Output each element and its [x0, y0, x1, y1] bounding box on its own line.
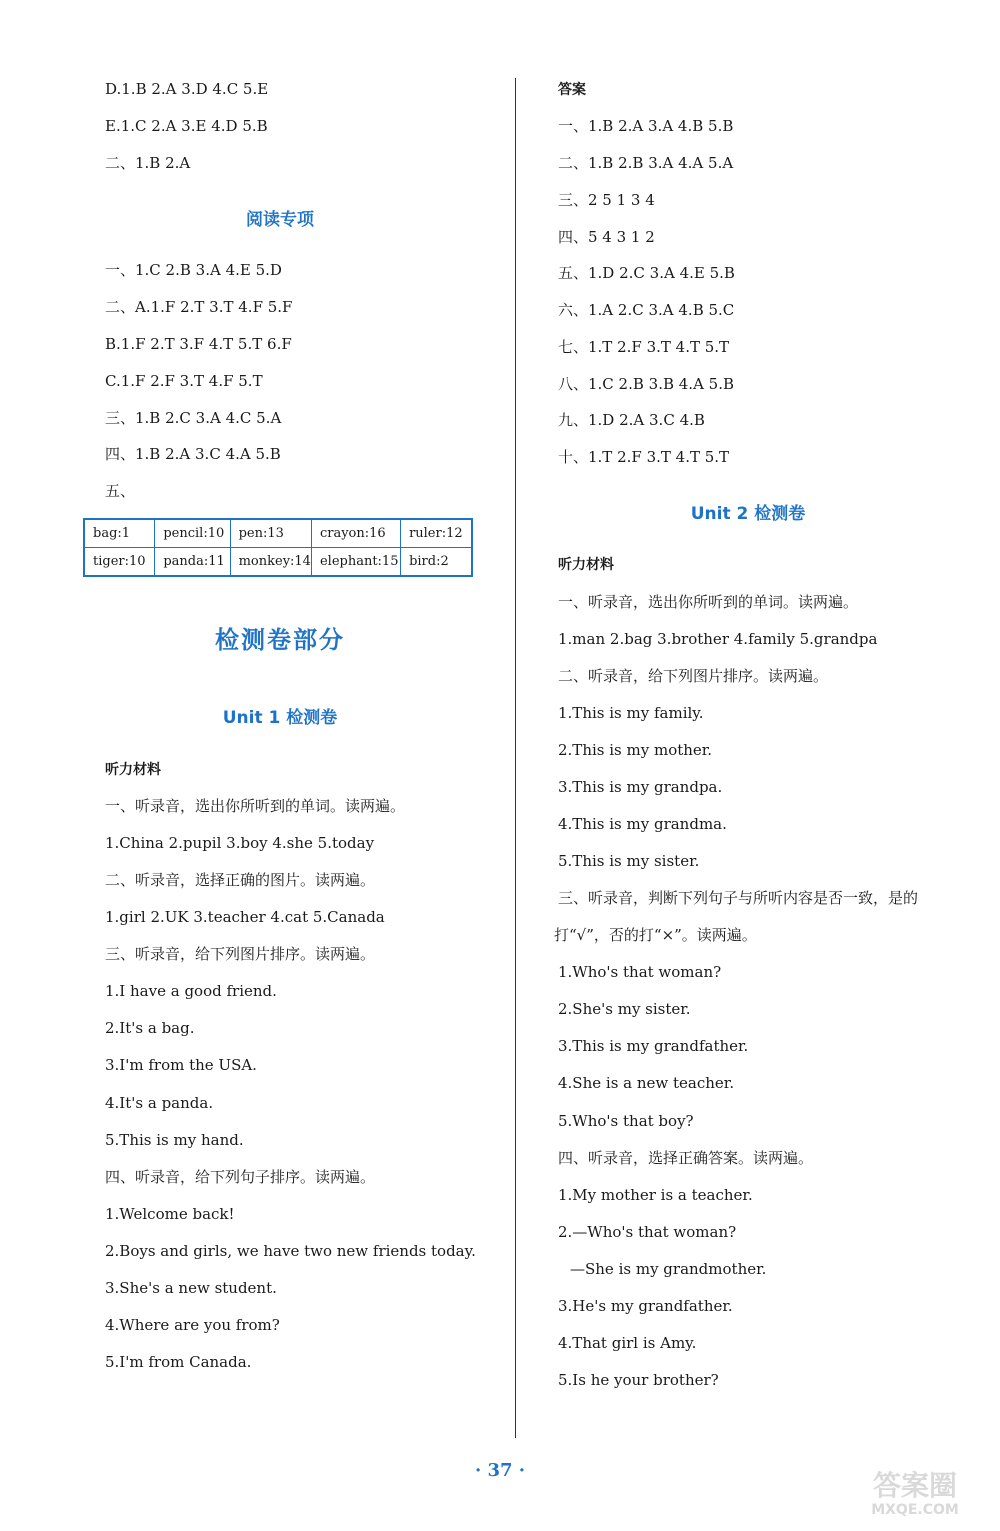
- answer-line: 五、: [105, 482, 136, 500]
- answer-line: 四、1.B 2.A 3.C 4.A 5.B: [105, 445, 281, 463]
- text-line: 1.My mother is a teacher.: [558, 1186, 753, 1204]
- answer-line: 一、1.C 2.B 3.A 4.E 5.D: [105, 261, 282, 279]
- text-line: 2.She's my sister.: [558, 1000, 691, 1018]
- text-line: 5.Who's that boy?: [558, 1112, 694, 1130]
- text-line: 2.Boys and girls, we have two new friends today.: [105, 1242, 476, 1260]
- table-cell: monkey:14: [230, 548, 311, 577]
- text-line: 3.I'm from the USA.: [105, 1056, 257, 1074]
- text-line: 二、听录音，选择正确的图片。读两遍。: [105, 871, 376, 889]
- reading-heading: 阅读专项: [246, 210, 314, 230]
- table-cell: elephant:15: [311, 548, 400, 577]
- text-line: 1.man 2.bag 3.brother 4.family 5.grandpa: [558, 630, 878, 648]
- table-row: [84, 519, 472, 548]
- text-line: 4.That girl is Amy.: [558, 1334, 697, 1352]
- word-count-table: [83, 518, 473, 577]
- text-line: 3.He's my grandfather.: [558, 1297, 733, 1315]
- text-line: 5.Is he your brother?: [558, 1371, 719, 1389]
- answer-line: E.1.C 2.A 3.E 4.D 5.B: [105, 117, 268, 135]
- text-line: —She is my grandmother.: [570, 1260, 767, 1278]
- text-line: 2.It's a bag.: [105, 1019, 195, 1037]
- answer-line: 十、1.T 2.F 3.T 4.T 5.T: [558, 448, 730, 466]
- answer-line: 二、1.B 2.A: [105, 154, 191, 172]
- column-divider: [515, 78, 516, 1438]
- answer-line: 九、1.D 2.A 3.C 4.B: [558, 411, 705, 429]
- table-row: [84, 548, 472, 577]
- text-line: 四、听录音，选择正确答案。读两遍。: [558, 1149, 814, 1167]
- answer-line: 二、A.1.F 2.T 3.T 4.F 5.F: [105, 298, 293, 316]
- text-line: 四、听录音，给下列句子排序。读两遍。: [105, 1168, 376, 1186]
- answer-line: D.1.B 2.A 3.D 4.C 5.E: [105, 80, 269, 98]
- site-watermark: [845, 1470, 985, 1526]
- text-line: 1.Who's that woman?: [558, 963, 722, 981]
- answer-line: 五、1.D 2.C 3.A 4.E 5.B: [558, 264, 735, 282]
- text-line: 3.This is my grandfather.: [558, 1037, 749, 1055]
- answer-line: 四、5 4 3 1 2: [558, 228, 655, 246]
- table-cell: panda:11: [155, 548, 230, 577]
- text-line: 1.Welcome back!: [105, 1205, 235, 1223]
- answer-line: 三、2 5 1 3 4: [558, 191, 655, 209]
- answer-line: 七、1.T 2.F 3.T 4.T 5.T: [558, 338, 730, 356]
- section-heading: 检测卷部分: [215, 626, 345, 654]
- text-line: 一、听录音，选出你所听到的单词。读两遍。: [105, 797, 406, 815]
- text-line: 5.This is my hand.: [105, 1131, 244, 1149]
- page-number: · 37 ·: [474, 1460, 526, 1481]
- answer-line: 六、1.A 2.C 3.A 4.B 5.C: [558, 301, 735, 319]
- answer-line: C.1.F 2.F 3.T 4.F 5.T: [105, 372, 263, 390]
- listening-label: 听力材料: [105, 762, 161, 778]
- text-line: 4.This is my grandma.: [558, 815, 727, 833]
- text-line: 4.It's a panda.: [105, 1094, 214, 1112]
- answer-line: 一、1.B 2.A 3.A 4.B 5.B: [558, 117, 734, 135]
- text-line: 二、听录音，给下列图片排序。读两遍。: [558, 667, 829, 685]
- table-cell: bird:2: [401, 548, 472, 577]
- listening-label: 听力材料: [558, 557, 614, 573]
- text-line: 1.girl 2.UK 3.teacher 4.cat 5.Canada: [105, 908, 385, 926]
- answer-line: 三、1.B 2.C 3.A 4.C 5.A: [105, 409, 282, 427]
- table-cell: ruler:12: [401, 519, 472, 548]
- text-line: 4.Where are you from?: [105, 1316, 280, 1334]
- text-line: 3.This is my grandpa.: [558, 778, 723, 796]
- text-line: 1.This is my family.: [558, 704, 704, 722]
- answer-line: 二、1.B 2.B 3.A 4.A 5.A: [558, 154, 734, 172]
- answers-label: 答案: [558, 82, 586, 98]
- text-line: 1.China 2.pupil 3.boy 4.she 5.today: [105, 834, 375, 852]
- table-cell: tiger:10: [84, 548, 155, 577]
- text-line: 1.I have a good friend.: [105, 982, 277, 1000]
- text-line: 三、听录音，给下列图片排序。读两遍。: [105, 945, 376, 963]
- text-line: 三、听录音，判断下列句子与所听内容是否一致，是的: [558, 889, 919, 907]
- text-line: 4.She is a new teacher.: [558, 1074, 735, 1092]
- text-line: 3.She's a new student.: [105, 1279, 277, 1297]
- text-line: 2.—Who's that woman?: [558, 1223, 737, 1241]
- table-cell: crayon:16: [311, 519, 400, 548]
- unit1-heading: Unit 1 检测卷: [222, 708, 338, 728]
- text-line: 5.I'm from Canada.: [105, 1353, 252, 1371]
- answer-line: 八、1.C 2.B 3.B 4.A 5.B: [558, 375, 735, 393]
- text-line: 一、听录音，选出你所听到的单词。读两遍。: [558, 593, 859, 611]
- text-line: 打“√”，否的打“×”。读两遍。: [554, 926, 757, 944]
- answer-line: B.1.F 2.T 3.F 4.T 5.T 6.F: [105, 335, 292, 353]
- unit2-heading: Unit 2 检测卷: [690, 504, 806, 524]
- watermark-url: MXQE.COM: [871, 1502, 959, 1518]
- text-line: 5.This is my sister.: [558, 852, 700, 870]
- table-cell: pen:13: [230, 519, 311, 548]
- table-cell: pencil:10: [155, 519, 230, 548]
- text-line: 2.This is my mother.: [558, 741, 713, 759]
- watermark-logo: 答案圈: [872, 1469, 957, 1502]
- table-cell: bag:1: [84, 519, 155, 548]
